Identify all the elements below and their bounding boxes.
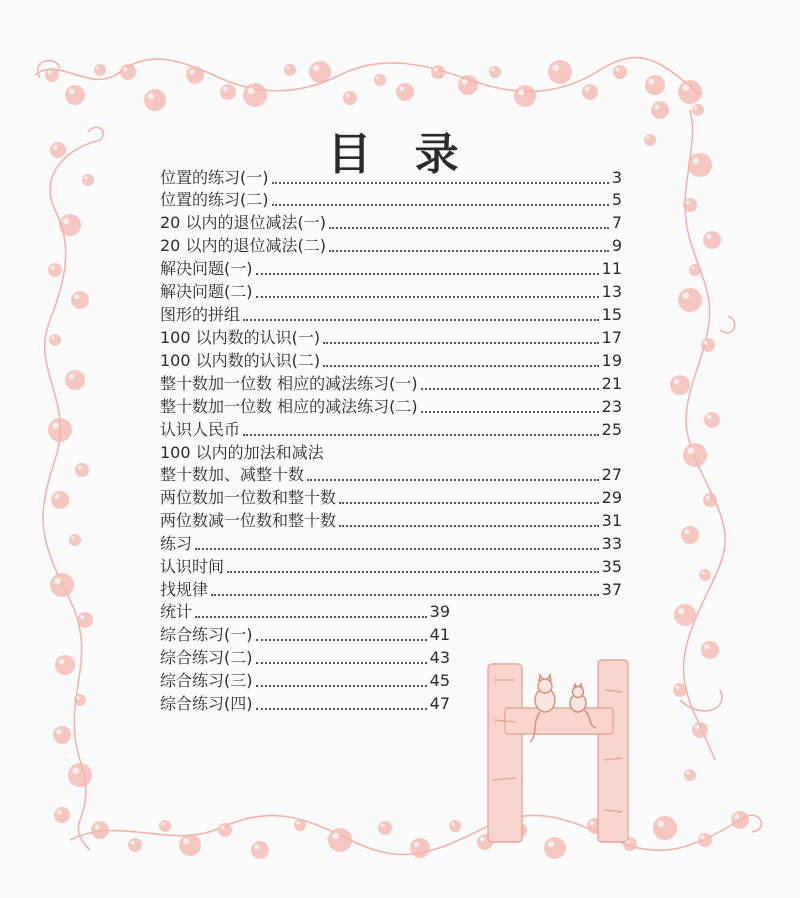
bubble-decoration [251,841,269,859]
bubble-decoration [489,66,501,78]
toc-dot-leader [272,182,609,184]
bubble-decoration [48,418,72,442]
bubble-highlight [96,66,99,69]
toc-entry-title: 解决问题(一) [160,259,253,278]
bubble-decoration [673,683,687,697]
bubble-highlight [704,341,708,345]
bubble-decoration [328,828,352,852]
bubble-highlight [676,686,680,690]
toc-entry-page: 45 [429,671,450,690]
bubble-highlight [687,447,694,454]
bubble-decoration [159,820,171,832]
bubble-decoration [548,60,572,84]
toc-entry-title: 找规律 [160,580,209,599]
page-title: 目 录 [327,129,473,180]
bubble-decoration [678,288,702,312]
bubble-decoration [645,75,665,95]
toc-entry-page: 31 [601,511,622,530]
toc-entry-title: 综合练习(二) [160,648,253,667]
bubble-decoration [75,463,89,477]
toc-dot-leader [339,525,599,527]
toc-entry-title: 认识人民币 [160,420,241,439]
toc-dot-leader [421,411,599,413]
bubble-decoration [343,91,357,105]
toc-dot-leader [329,227,609,229]
bubble-decoration [653,816,677,840]
toc-dot-leader [272,204,609,206]
bubble-decoration [144,89,166,111]
toc-entry-page: 23 [601,397,622,416]
bubble-highlight [649,79,655,85]
bubble-highlight [51,266,55,270]
bubble-decoration [243,83,267,107]
bubble-highlight [585,87,589,91]
bubble-decoration [431,65,445,79]
bubble-decoration [670,375,690,395]
bubble-decoration [218,823,232,837]
toc-entry-title: 整十数加一位数 相应的减法练习(一) [160,374,418,393]
bubble-highlight [657,820,664,827]
bubble-highlight [707,415,711,419]
bubble-highlight [414,842,420,848]
toc-dot-leader [323,365,599,367]
toc-entry-title: 整十数加、减整十数 [160,465,305,484]
bubble-highlight [80,615,84,619]
toc-entry [160,533,622,555]
bubble-highlight [695,725,699,729]
bubble-highlight [78,466,82,470]
bubble-decoration [284,64,296,76]
toc-entry [160,373,622,395]
toc-entry-page: 7 [611,213,622,232]
toc-entry-title: 综合练习(一) [160,625,253,644]
bubble-decoration [374,74,386,86]
toc-dot-leader [256,708,427,710]
toc-entry-title: 综合练习(四) [160,694,253,713]
bubble-highlight [678,608,684,614]
bubble-highlight [254,844,259,849]
bubble-highlight [123,67,127,71]
toc-entry-page: 15 [601,305,622,324]
toc-entry-page: 29 [601,488,622,507]
bubble-decoration [55,655,75,675]
bubble-decoration [692,722,708,738]
toc-entry-title: 20 以内的退位减法(一) [160,213,326,232]
bubble-decoration [410,838,430,858]
toc-entry-title: 20 以内的退位减法(二) [160,236,326,255]
toc-entry [160,419,622,441]
toc-entry-page: 43 [429,648,450,667]
bubble-decoration [71,291,89,309]
toc-entry [160,647,450,669]
bubble-decoration [77,612,93,628]
bubble-decoration [703,231,721,249]
bubble-decoration [458,75,478,95]
toc-dot-leader [256,296,599,298]
bubble-highlight [701,836,705,840]
bubble-highlight [189,69,194,74]
bubble-highlight [286,66,289,69]
toc-entry [160,670,450,692]
bubble-decoration [692,104,704,116]
bubble-highlight [674,379,680,385]
bubble-highlight [590,821,594,825]
bubble-highlight [94,824,99,829]
toc-dot-leader [195,548,599,550]
bubble-decoration [53,726,71,744]
bubble-highlight [54,494,59,499]
toc-entry-title: 100 以内的加法和减法 [160,443,324,462]
toc-entry-page: 47 [429,694,450,713]
bubble-decoration [74,694,86,706]
bubble-highlight [462,79,468,85]
bubble-highlight [69,89,75,95]
toc-entry-page: 17 [601,328,622,347]
bubble-decoration [651,101,669,119]
bubble-decoration [48,263,62,277]
bubble-decoration [69,534,81,546]
toc-entry-page: 39 [429,602,450,621]
toc-entry [160,510,622,532]
toc-entry [160,579,622,601]
bubble-highlight [76,696,79,699]
bubble-highlight [654,104,659,109]
bubble-highlight [131,841,135,845]
bubble-decoration [220,84,236,100]
toc-entry-page: 35 [601,557,622,576]
bubble-decoration [544,837,566,859]
toc-entry-page: 13 [601,282,622,301]
bubble-highlight [686,771,689,774]
toc-entry [160,487,622,509]
toc-entry-title: 综合练习(三) [160,671,253,690]
toc-entry [160,442,622,464]
bubble-highlight [518,89,524,95]
bubble-highlight [684,529,689,534]
toc-entry [160,556,622,578]
bubble-decoration [613,65,627,79]
toc-dot-leader [323,342,599,344]
bubble-highlight [381,824,385,828]
toc-entry-page: 5 [611,190,622,209]
toc-dot-leader [243,319,599,321]
toc-entry-title: 练习 [160,534,193,553]
bubble-highlight [57,810,61,814]
toc-entry [160,327,622,349]
bubble-highlight [548,841,554,847]
bubble-decoration [50,573,74,597]
bubble-highlight [706,496,710,500]
bubble-decoration [128,838,142,852]
toc-entry-page: 11 [601,259,622,278]
toc-dot-leader [256,273,599,275]
bubble-decoration [54,807,70,823]
bubble-decoration [678,80,702,104]
bubble-highlight [701,571,704,574]
toc-entry [160,235,622,257]
bubble-highlight [223,87,227,91]
toc-entry [160,258,622,280]
toc-dot-leader [227,571,599,573]
bubble-decoration [45,68,59,82]
bubble-decoration [309,61,331,83]
bubble-decoration [91,821,109,839]
toc-dot-leader [195,616,427,618]
bubble-highlight [63,218,69,224]
bubble-highlight [183,838,189,844]
bubble-highlight [296,821,299,824]
toc-entry-page: 33 [601,534,622,553]
bubble-decoration [378,821,392,835]
bubble-highlight [451,822,454,825]
toc-entry [160,304,622,326]
bubble-highlight [59,659,65,665]
toc-entry [160,464,622,486]
toc-entry-title: 两位数减一位数和整十数 [160,511,337,530]
bubble-decoration [294,819,306,831]
bubble-decoration [449,820,461,832]
bubble-highlight [434,68,438,72]
toc-dot-leader [329,250,609,252]
bubble-decoration [681,526,699,544]
toc-dot-leader [211,594,599,596]
bubble-decoration [396,83,414,101]
bubble-highlight [491,68,494,71]
bubble-highlight [56,729,61,734]
bubble-highlight [706,234,711,239]
toc-dot-leader [307,479,599,481]
bubble-highlight [682,292,689,299]
bubble-highlight [704,644,709,649]
bubble-highlight [616,68,620,72]
toc-entry-page: 27 [601,465,622,484]
bubble-highlight [54,577,61,584]
bubble-highlight [682,84,689,91]
bubble-highlight [247,87,254,94]
toc-dot-leader [256,639,427,641]
bubble-highlight [52,422,59,429]
bubble-decoration [683,198,697,212]
toc-entry-title: 统计 [160,602,193,621]
bubble-highlight [691,266,694,269]
toc-entry [160,281,622,303]
bubble-decoration [94,64,106,76]
bubble-highlight [148,93,154,99]
bubble-highlight [161,822,164,825]
bubble-decoration [68,763,92,787]
toc-entry [160,212,622,234]
bubble-highlight [221,826,225,830]
bubble-decoration [59,214,81,236]
bubble-highlight [69,374,75,380]
bubble-decoration [698,833,712,847]
bubble-highlight [74,294,79,299]
bubble-highlight [399,86,404,91]
bubble-decoration [514,85,536,107]
bubble-highlight [48,71,52,75]
bubble-decoration [683,443,707,467]
toc-entry [160,624,450,646]
bubble-decoration [65,370,85,390]
toc-entry-title: 100 以内数的认识(一) [160,328,321,347]
bubble-decoration [674,604,696,626]
toc-entry-page: 19 [601,351,622,370]
toc-entry-title: 解决问题(二) [160,282,253,301]
bubble-decoration [701,641,719,659]
bubble-decoration [582,84,598,100]
toc-entry [160,189,622,211]
bubble-highlight [71,536,74,539]
toc-entry-title: 位置的练习(一) [160,168,269,187]
toc-entry-page: 9 [611,236,622,255]
toc-dot-leader [421,388,599,390]
toc-entry-title: 位置的练习(二) [160,190,269,209]
bubble-highlight [686,201,690,205]
toc-dot-leader [339,502,599,504]
toc-entry-page: 21 [601,374,622,393]
bubble-highlight [734,814,739,819]
toc-entry-title: 整十数加一位数 相应的减法练习(二) [160,397,418,416]
toc-dot-leader [256,662,427,664]
bubble-decoration [703,493,717,507]
toc-entry [160,601,450,623]
toc-entry [160,693,450,715]
toc-entry-page: 41 [429,625,450,644]
toc-entry [160,350,622,372]
bubble-highlight [313,65,319,71]
bubble-decoration [731,811,749,829]
toc-entry-page: 25 [601,420,622,439]
toc-dot-leader [256,685,427,687]
bubble-highlight [552,64,559,71]
bubble-decoration [704,412,720,428]
toc-dot-leader [243,434,599,436]
bubble-highlight [694,106,697,109]
bubble-highlight [376,76,379,79]
toc-entry-title: 100 以内数的认识(二) [160,351,321,370]
bubble-highlight [72,767,79,774]
bubble-decoration [179,834,201,856]
toc-entry [160,396,622,418]
bubble-decoration [701,338,715,352]
bubble-decoration [689,264,701,276]
toc-entry [160,167,622,189]
bubble-highlight [346,94,350,98]
bubble-decoration [49,334,61,346]
bubble-decoration [699,569,711,581]
toc-entry-title: 两位数加一位数和整十数 [160,488,337,507]
bubble-decoration [65,85,85,105]
toc-entry-page: 3 [611,168,622,187]
bubble-highlight [51,336,54,339]
bubble-decoration [684,769,696,781]
bubble-decoration [51,491,69,509]
toc-entry-page: 37 [601,580,622,599]
bubble-decoration [120,64,136,80]
toc-entry-title: 认识时间 [160,557,225,576]
bubble-decoration [186,66,204,84]
bubble-highlight [480,837,484,841]
toc-entry-title: 图形的拼组 [160,305,241,324]
bubble-highlight [332,832,339,839]
